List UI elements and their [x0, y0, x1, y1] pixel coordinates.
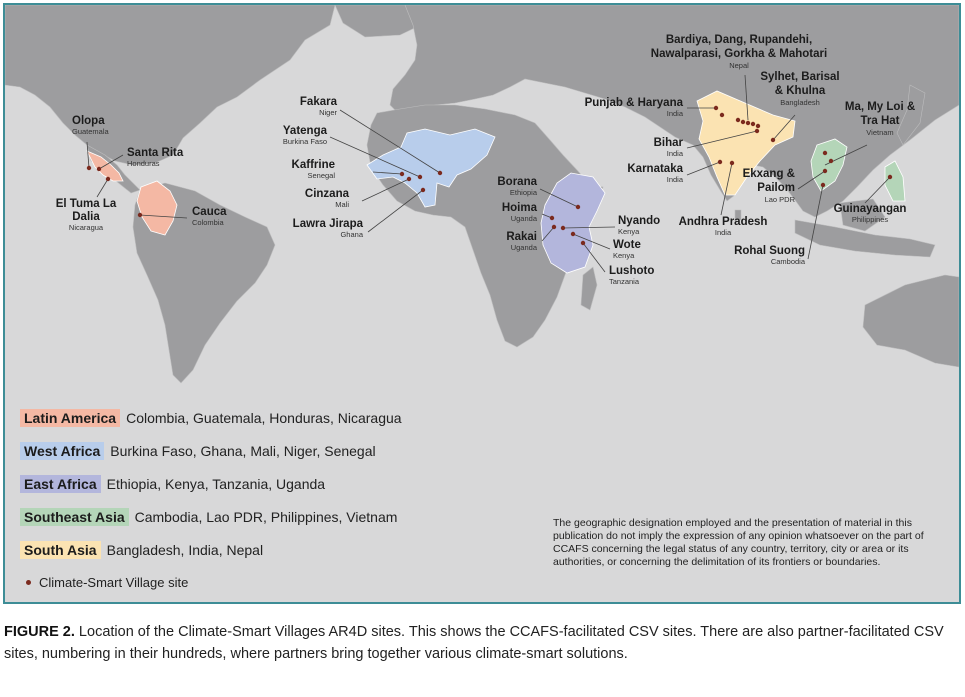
site-name: Punjab & Haryana — [584, 97, 683, 109]
site-dot-haryana — [720, 113, 724, 117]
site-name: Andhra Pradesh — [678, 216, 768, 228]
site-name: Cinzana — [304, 188, 349, 200]
site-dot-vietnam-1 — [823, 151, 827, 155]
site-dot-nepal-3 — [746, 121, 750, 125]
site-dot-lawra — [421, 188, 425, 192]
figure-caption — [4, 622, 954, 666]
site-label-rohal-suong — [723, 245, 805, 266]
site-name: Rakai — [506, 231, 537, 243]
site-label-wote — [613, 239, 641, 260]
site-country: India — [666, 148, 683, 158]
legend-region-countries: Colombia, Guatemala, Honduras, Nicaragua — [126, 409, 402, 426]
legend-row-latin-america — [20, 401, 402, 434]
site-country: Burkina Faso — [282, 136, 327, 146]
caption-text: Location of the Climate-Smart Villages AR4D sites. This shows the CCAFS-facilitated CSV sites. There are also partner-facilitated CSV sites, numbering in their hundreds, where partners bring together various climate-smart solutions. — [4, 624, 944, 662]
site-label-cauca — [192, 206, 227, 227]
site-dot-santa-rita — [97, 167, 101, 171]
legend-region-countries: Bangladesh, India, Nepal — [106, 541, 264, 558]
legend-region-countries: Ethiopia, Kenya, Tanzania, Uganda — [106, 475, 326, 492]
site-name: Ekxang & Pailom — [742, 168, 795, 194]
landmass-australia — [863, 275, 959, 367]
legend-region-countries: Cambodia, Lao PDR, Philippines, Vietnam — [134, 508, 398, 525]
site-dot-nepal-5 — [756, 124, 760, 128]
site-name: Nyando — [618, 215, 661, 227]
site-name: Bardiya, Dang, Rupandehi, Nawalparasi, Gorkha & Mahotari — [650, 34, 828, 61]
legend-region-name: Southeast Asia — [20, 508, 129, 526]
site-name: Rohal Suong — [734, 245, 805, 257]
site-label-santa-rita — [127, 147, 183, 168]
site-dot-sylhet — [771, 138, 775, 142]
site-country: India — [666, 108, 683, 118]
map-frame — [3, 3, 961, 604]
site-name: Santa Rita — [127, 147, 184, 159]
site-country: Nepal — [729, 60, 749, 70]
site-name: Olopa — [72, 115, 105, 127]
site-country: Uganda — [510, 213, 537, 223]
site-name: Hoima — [501, 202, 537, 214]
site-name: Kaffrine — [291, 159, 335, 171]
site-label-ekxang — [733, 168, 795, 204]
map-legend — [20, 401, 402, 599]
site-country: Lao PDR — [764, 194, 795, 204]
site-label-borana — [475, 176, 537, 197]
site-dot-rakai — [552, 225, 556, 229]
site-country: India — [666, 174, 683, 184]
site-dot-vietnam-2 — [829, 159, 833, 163]
site-name: El Tuma La Dalia — [55, 198, 117, 223]
site-name: Cauca — [192, 206, 227, 218]
site-country: Niger — [319, 107, 337, 117]
site-name: Sylhet, Barisal & Khulna — [760, 71, 840, 97]
disclaimer-text: The geographic designation employed and the presentation of material in this publication do not imply the expression of any opinion whatsoever on the part of CCAFS concerning the legal status of any country, territory, city or area or its authorities, or concerning the delimitation of its frontiers or boundaries. — [553, 517, 924, 569]
site-name: Bihar — [653, 137, 683, 149]
site-label-nyando — [618, 215, 660, 236]
site-dot-guinayangan — [888, 175, 892, 179]
site-dot-nepal-1 — [736, 118, 740, 122]
site-dot-nepal-4 — [751, 122, 755, 126]
site-country: Philippines — [851, 214, 889, 224]
site-label-el-tuma — [55, 198, 117, 232]
site-dot-yatenga — [418, 175, 422, 179]
site-label-lawra-jirapa — [275, 218, 363, 239]
site-label-yatenga — [267, 125, 327, 146]
site-name: Lushoto — [609, 265, 655, 277]
legend-region-countries: Burkina Faso, Ghana, Mali, Niger, Senegal — [110, 442, 376, 459]
site-label-lushoto — [609, 265, 654, 286]
landmass-madagascar — [581, 267, 597, 310]
site-name: Karnataka — [627, 163, 683, 175]
legend-site-label: Climate-Smart Village site — [39, 575, 189, 590]
site-country: Kenya — [613, 250, 635, 260]
legend-row-west-africa — [20, 434, 402, 467]
site-name: Lawra Jirapa — [292, 218, 363, 230]
site-name: Wote — [613, 239, 641, 251]
leader-el-tuma — [97, 179, 108, 197]
site-label-hoima — [485, 202, 537, 223]
site-country: Ghana — [340, 229, 363, 239]
site-country: Bangladesh — [780, 97, 820, 107]
legend-region-name: West Africa — [20, 442, 104, 460]
site-dot-icon — [26, 580, 31, 585]
caption-label: FIGURE 2. — [4, 624, 75, 640]
legend-row-southeast-asia — [20, 500, 402, 533]
legend-region-name: South Asia — [20, 541, 101, 559]
site-country: Mali — [335, 199, 349, 209]
legend-region-name: East Africa — [20, 475, 101, 493]
leader-guinayangan — [865, 177, 890, 203]
site-dot-karnataka — [718, 160, 722, 164]
region-philippines — [885, 161, 905, 201]
site-dot-fakara — [438, 171, 442, 175]
site-country: Colombia — [192, 217, 224, 227]
site-dot-nepal-2 — [741, 120, 745, 124]
legend-region-name: Latin America — [20, 409, 120, 427]
site-label-nepal — [645, 33, 833, 70]
site-label-olopa — [72, 115, 109, 136]
site-label-guinayangan — [825, 203, 915, 224]
site-country: Honduras — [127, 158, 160, 168]
site-country: Ethiopia — [509, 187, 537, 197]
site-label-bihar — [635, 137, 683, 158]
site-dot-ekxang — [823, 169, 827, 173]
site-name: Guinayangan — [833, 203, 907, 215]
site-dot-borana — [576, 205, 580, 209]
site-dot-lushoto — [581, 241, 585, 245]
site-country: Kenya — [618, 226, 640, 236]
site-dot-punjab — [714, 106, 718, 110]
site-label-punjab-haryana — [575, 97, 683, 118]
site-dot-el-tuma — [106, 177, 110, 181]
legend-row-east-africa — [20, 467, 402, 500]
site-name: Fakara — [299, 96, 337, 108]
site-dot-hoima — [550, 216, 554, 220]
site-label-kaffrine — [275, 159, 335, 180]
legend-row-south-asia — [20, 533, 402, 566]
site-country: Vietnam — [866, 127, 894, 137]
site-label-andhra-pradesh — [673, 216, 773, 237]
site-name: Ma, My Loi & Tra Hat — [844, 101, 916, 127]
site-country: Uganda — [510, 242, 537, 252]
site-dot-andhra — [730, 161, 734, 165]
site-country: India — [714, 227, 732, 237]
site-country: Nicaragua — [68, 222, 104, 232]
site-label-sylhet — [760, 71, 840, 107]
site-dot-nyando — [561, 226, 565, 230]
site-dot-wote — [571, 232, 575, 236]
site-name: Borana — [497, 176, 537, 188]
site-label-rakai — [485, 231, 537, 252]
site-dot-cinzana — [407, 177, 411, 181]
legend-row-site — [20, 566, 402, 599]
site-country: Cambodia — [770, 256, 805, 266]
site-dot-rohal-suong — [821, 183, 825, 187]
site-country: Senegal — [307, 170, 335, 180]
site-label-karnataka — [611, 163, 683, 184]
site-label-ma-my-loi — [843, 101, 917, 137]
site-country: Guatemala — [72, 126, 109, 136]
site-dot-kaffrine — [400, 172, 404, 176]
site-label-fakara — [275, 96, 337, 117]
site-label-cinzana — [283, 188, 349, 209]
site-dot-olopa — [87, 166, 91, 170]
site-country: Tanzania — [609, 276, 640, 286]
site-dot-bihar — [755, 129, 759, 133]
site-name: Yatenga — [282, 125, 327, 137]
site-dot-cauca — [138, 213, 142, 217]
